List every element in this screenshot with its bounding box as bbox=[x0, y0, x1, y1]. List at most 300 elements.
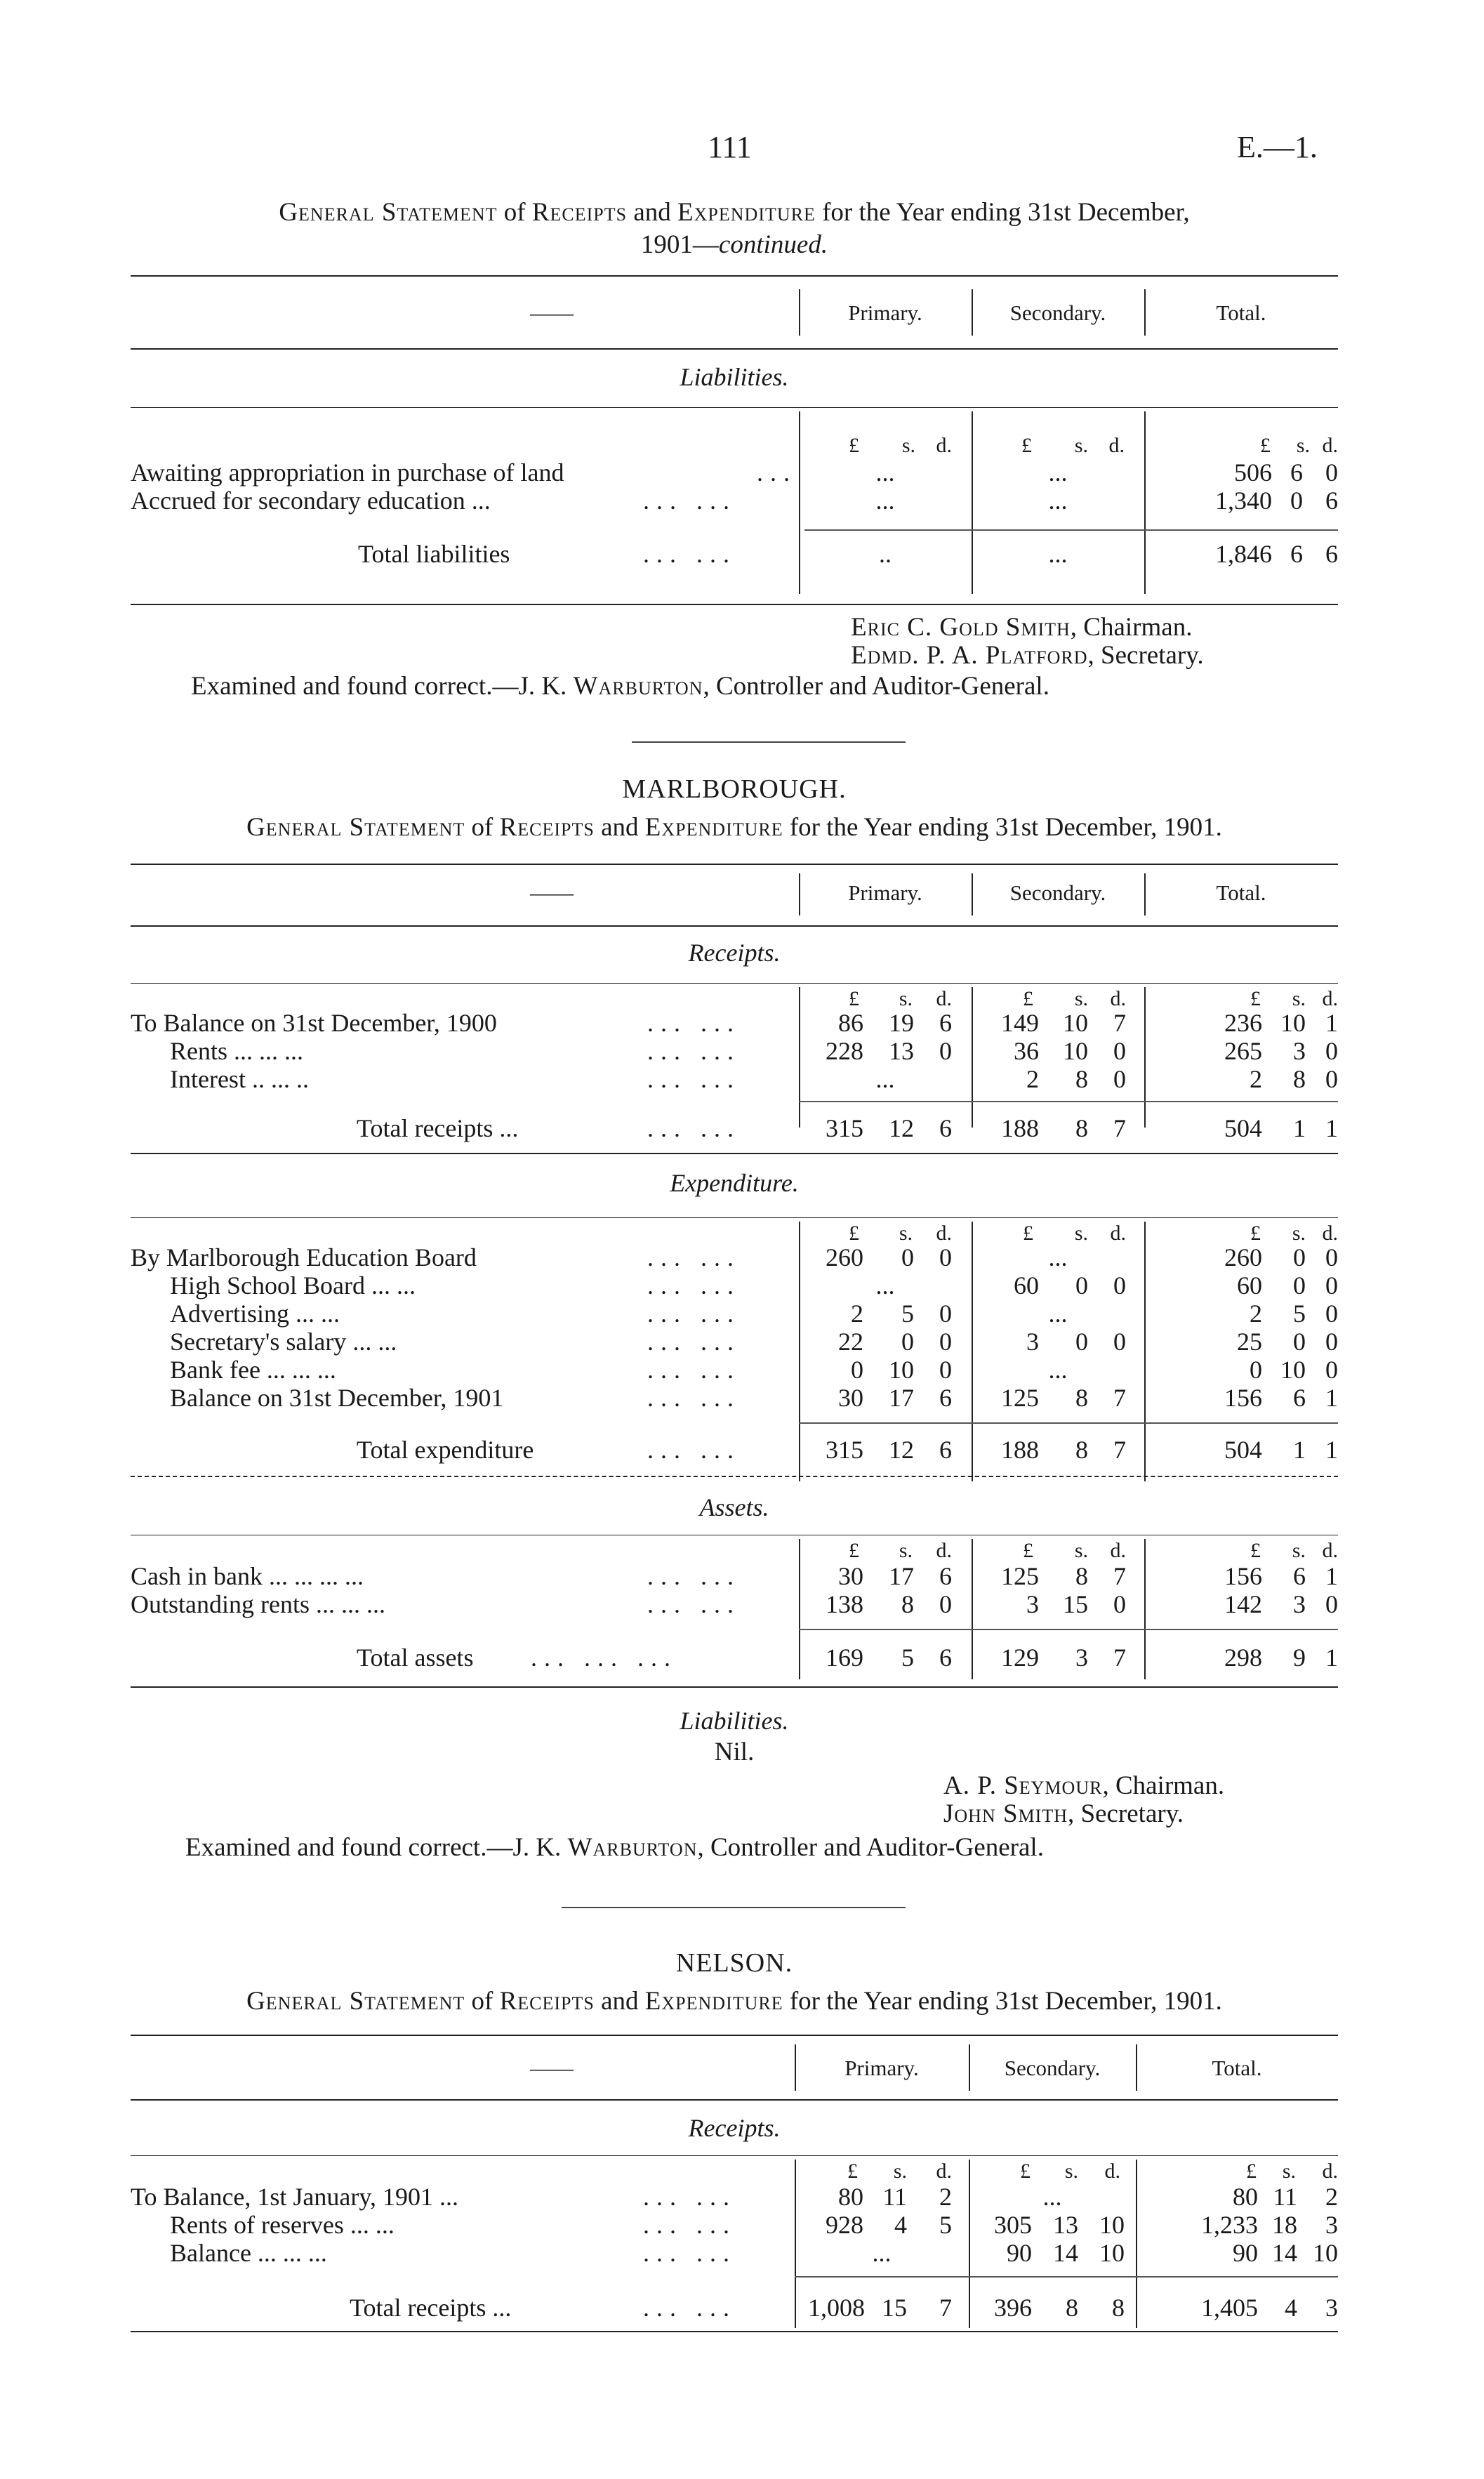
primary-shillings: 12 bbox=[889, 1436, 914, 1464]
secondary-pounds: 188 bbox=[1001, 1436, 1039, 1464]
table-row bbox=[131, 1355, 1338, 1383]
signatory-role: , Chairman. bbox=[1070, 613, 1193, 642]
total-pence: 0 bbox=[1325, 1271, 1338, 1300]
statement-text: and bbox=[594, 813, 645, 842]
leader-dots: ... ... bbox=[647, 1243, 741, 1271]
signatory-name: A. P. Seymour bbox=[943, 1771, 1103, 1800]
leader-dots: ... ... bbox=[643, 487, 736, 515]
unit-pence: d. bbox=[936, 434, 952, 457]
secondary-value: ... bbox=[1048, 487, 1068, 515]
nelson-heading: NELSON. bbox=[675, 1948, 793, 1978]
primary-pounds: 169 bbox=[826, 1644, 863, 1672]
primary-shillings: 17 bbox=[889, 1562, 914, 1590]
receipts-heading: Receipts. bbox=[688, 2114, 781, 2142]
total-shillings: 6 bbox=[1293, 1384, 1306, 1412]
statement-text: and bbox=[627, 198, 678, 227]
row-label: To Balance, 1st January, 1901 ... bbox=[131, 2183, 459, 2211]
secondary-shillings: 10 bbox=[1063, 1037, 1088, 1065]
leader-dots: ... ... bbox=[647, 1436, 741, 1464]
total-label: Total expenditure bbox=[357, 1436, 534, 1464]
secondary-pounds: 125 bbox=[1001, 1384, 1039, 1412]
examined-statement bbox=[191, 671, 1049, 701]
unit-pence: d. bbox=[1108, 434, 1125, 457]
primary-shillings: 15 bbox=[882, 2294, 907, 2322]
leader-dots: ... ... bbox=[643, 2183, 736, 2211]
primary-pence: 7 bbox=[939, 2294, 952, 2322]
total-pounds: 260 bbox=[1224, 1243, 1262, 1271]
secondary-shillings: 0 bbox=[1075, 1328, 1088, 1356]
unit-shillings: s. bbox=[1074, 1539, 1088, 1562]
leader-dots: ... ... bbox=[647, 1562, 741, 1590]
liabilities-heading: Liabilities. bbox=[680, 363, 789, 391]
marlborough-table bbox=[131, 864, 1338, 1699]
total-pence: 6 bbox=[1325, 540, 1338, 568]
unit-shillings: s. bbox=[1292, 1539, 1306, 1562]
secondary-pounds: 129 bbox=[1001, 1644, 1039, 1672]
unit-shillings: s. bbox=[1292, 987, 1306, 1010]
primary-shillings: 12 bbox=[889, 1114, 914, 1142]
total-pounds: 298 bbox=[1224, 1644, 1262, 1672]
unit-shillings: s. bbox=[901, 434, 915, 457]
nelson-table bbox=[131, 2035, 1338, 2344]
leader-dots: ... ... bbox=[647, 1114, 741, 1142]
statement-text: for the Year ending 31st December, 1901. bbox=[783, 813, 1222, 842]
secondary-pence: 8 bbox=[1112, 2294, 1125, 2322]
primary-pence: 6 bbox=[939, 1562, 952, 1590]
leader-dots: ... ... bbox=[643, 2294, 736, 2322]
primary-shillings: 13 bbox=[889, 1037, 914, 1065]
total-pounds: 156 bbox=[1224, 1562, 1262, 1590]
statement-expenditure: Expenditure bbox=[644, 813, 783, 842]
table-row bbox=[131, 486, 1338, 514]
secondary-shillings: 0 bbox=[1075, 1271, 1088, 1300]
total-shillings: 3 bbox=[1293, 1037, 1306, 1065]
primary-pounds: 228 bbox=[826, 1037, 863, 1065]
primary-pounds: 86 bbox=[838, 1009, 863, 1037]
signatory-secretary bbox=[851, 642, 1204, 670]
total-shillings: 0 bbox=[1293, 1328, 1306, 1356]
total-pounds: 506 bbox=[1234, 458, 1272, 487]
total-pounds: 90 bbox=[1233, 2239, 1258, 2267]
secondary-shillings: 15 bbox=[1063, 1590, 1088, 1618]
table-row bbox=[131, 1561, 1338, 1589]
total-pence: 0 bbox=[1325, 1590, 1338, 1618]
statement-receipts: Receipts bbox=[499, 813, 595, 842]
primary-shillings: 11 bbox=[882, 2183, 907, 2211]
table-row bbox=[131, 1036, 1338, 1064]
table-row bbox=[131, 458, 1338, 486]
total-pence: 1 bbox=[1325, 1384, 1338, 1412]
primary-pence: 0 bbox=[939, 1300, 952, 1328]
total-pence: 2 bbox=[1325, 2183, 1338, 2211]
total-pounds: 236 bbox=[1224, 1009, 1262, 1037]
primary-pounds: 0 bbox=[851, 1356, 863, 1384]
secondary-pounds: 3 bbox=[1026, 1590, 1039, 1618]
primary-pence: 5 bbox=[939, 2211, 952, 2239]
total-shillings: 10 bbox=[1280, 1356, 1306, 1384]
unit-pence: d. bbox=[1322, 2160, 1338, 2183]
statement-text: for the Year ending 31st December, bbox=[815, 198, 1190, 227]
marlborough-liabilities-value: Nil. bbox=[714, 1738, 755, 1766]
total-row bbox=[131, 2293, 1338, 2321]
table-row bbox=[131, 1008, 1338, 1036]
secondary-pence: 0 bbox=[1113, 1037, 1126, 1065]
total-label: Total liabilities bbox=[358, 540, 510, 568]
column-primary: Primary. bbox=[848, 880, 922, 905]
total-pounds: 25 bbox=[1237, 1328, 1262, 1356]
total-pounds: 2 bbox=[1250, 1300, 1262, 1328]
examined-suffix: , Controller and Auditor-General. bbox=[697, 1833, 1044, 1862]
primary-shillings: 19 bbox=[889, 1009, 914, 1037]
primary-value: ... bbox=[875, 1271, 895, 1300]
total-pounds: 265 bbox=[1224, 1037, 1262, 1065]
primary-pounds: 928 bbox=[826, 2211, 863, 2239]
unit-pounds: £ bbox=[1020, 2160, 1031, 2183]
total-pounds: 80 bbox=[1233, 2183, 1258, 2211]
primary-pence: 6 bbox=[939, 1114, 952, 1142]
signatory-secretary bbox=[943, 1800, 1184, 1828]
secondary-value: ... bbox=[1048, 1356, 1068, 1384]
unit-pounds: £ bbox=[1250, 987, 1261, 1010]
signatory-name: Eric C. Gold Smith bbox=[851, 613, 1071, 642]
unit-pounds: £ bbox=[847, 2160, 858, 2183]
page-number: 111 bbox=[708, 130, 752, 164]
primary-pounds: 80 bbox=[838, 2183, 863, 2211]
unit-pence: d. bbox=[1110, 987, 1126, 1010]
primary-pence: 2 bbox=[939, 2183, 952, 2211]
unit-pounds: £ bbox=[1021, 434, 1032, 457]
section-divider bbox=[562, 1907, 906, 1908]
unit-pounds: £ bbox=[1023, 987, 1033, 1010]
leader-dots: ... ... bbox=[647, 1300, 741, 1328]
column-secondary: Secondary. bbox=[1009, 300, 1106, 325]
signatory-role: , Secretary. bbox=[1087, 641, 1204, 670]
total-shillings: 9 bbox=[1293, 1644, 1306, 1672]
total-shillings: 1 bbox=[1293, 1114, 1306, 1142]
section-divider bbox=[632, 741, 906, 743]
unit-pence: d. bbox=[1104, 2160, 1120, 2183]
row-label: Bank fee ... ... ... bbox=[170, 1356, 336, 1384]
total-shillings: 0 bbox=[1293, 1271, 1306, 1300]
statement-expenditure: Expenditure bbox=[677, 198, 816, 227]
primary-pence: 6 bbox=[939, 1436, 952, 1464]
statement-text: and bbox=[594, 1987, 645, 2016]
primary-shillings: 0 bbox=[901, 1243, 914, 1271]
unit-pounds: £ bbox=[849, 987, 859, 1010]
unit-pence: d. bbox=[936, 1539, 952, 1562]
secondary-pence: 0 bbox=[1113, 1590, 1126, 1618]
marlborough-heading: MARLBOROUGH. bbox=[622, 774, 847, 804]
statement-expenditure: Expenditure bbox=[644, 1987, 783, 2016]
row-label: Secretary's salary ... ... bbox=[170, 1328, 397, 1356]
row-label: Accrued for secondary education ... bbox=[131, 487, 491, 515]
primary-pence: 6 bbox=[939, 1644, 952, 1672]
total-pounds: 2 bbox=[1250, 1065, 1262, 1093]
primary-pounds: 315 bbox=[826, 1114, 863, 1142]
leader-dots: ... ... bbox=[647, 1590, 741, 1618]
total-pence: 0 bbox=[1325, 1300, 1338, 1328]
secondary-pence: 7 bbox=[1113, 1436, 1126, 1464]
leader-dots: ... ... bbox=[647, 1356, 741, 1384]
row-label: Balance on 31st December, 1901 bbox=[170, 1384, 504, 1412]
secondary-shillings: 8 bbox=[1066, 2294, 1078, 2322]
secondary-pence: 7 bbox=[1113, 1009, 1126, 1037]
total-pence: 10 bbox=[1313, 2239, 1338, 2267]
unit-shillings: s. bbox=[899, 1539, 913, 1562]
unit-pounds: £ bbox=[849, 1222, 859, 1245]
column-dash: —— bbox=[530, 300, 574, 325]
total-pounds: 142 bbox=[1224, 1590, 1262, 1618]
table-row bbox=[131, 1299, 1338, 1327]
canterbury-liabilities-table bbox=[131, 275, 1338, 605]
unit-pounds: £ bbox=[849, 434, 859, 457]
total-pence: 0 bbox=[1325, 1328, 1338, 1356]
signatory-role: , Secretary. bbox=[1068, 1799, 1184, 1828]
unit-shillings: s. bbox=[899, 987, 913, 1010]
secondary-shillings: 8 bbox=[1075, 1562, 1088, 1590]
table-row bbox=[131, 1243, 1338, 1271]
primary-shillings: 5 bbox=[901, 1300, 914, 1328]
auditor-name: Warburton bbox=[567, 1833, 698, 1862]
secondary-value: ... bbox=[1048, 540, 1068, 568]
primary-shillings: 0 bbox=[901, 1328, 914, 1356]
receipts-heading: Receipts. bbox=[688, 939, 781, 967]
unit-pounds: £ bbox=[1023, 1222, 1033, 1245]
column-primary: Primary. bbox=[848, 300, 922, 325]
total-label: Total receipts ... bbox=[350, 2294, 512, 2322]
primary-pence: 0 bbox=[939, 1590, 952, 1618]
secondary-pence: 7 bbox=[1113, 1114, 1126, 1142]
primary-value: ... bbox=[875, 458, 895, 487]
primary-shillings: 8 bbox=[901, 1590, 914, 1618]
total-pence: 3 bbox=[1325, 2211, 1338, 2239]
unit-pounds: £ bbox=[1246, 2160, 1257, 2183]
unit-pence: d. bbox=[1322, 987, 1338, 1010]
secondary-pounds: 305 bbox=[994, 2211, 1032, 2239]
unit-shillings: s. bbox=[1296, 434, 1310, 457]
unit-pounds: £ bbox=[1023, 1539, 1033, 1562]
unit-pence: d. bbox=[1322, 1539, 1338, 1562]
unit-shillings: s. bbox=[1292, 1222, 1306, 1245]
total-pence: 3 bbox=[1325, 2294, 1338, 2322]
leader-dots: ... ... bbox=[647, 1009, 741, 1037]
secondary-pence: 7 bbox=[1113, 1644, 1126, 1672]
unit-shillings: s. bbox=[1064, 2160, 1078, 2183]
unit-shillings: s. bbox=[893, 2160, 907, 2183]
nelson-statement-title bbox=[131, 1985, 1338, 2018]
column-secondary: Secondary. bbox=[1009, 880, 1106, 905]
secondary-pence: 10 bbox=[1099, 2239, 1125, 2267]
primary-pence: 0 bbox=[939, 1037, 952, 1065]
examined-suffix: , Controller and Auditor-General. bbox=[703, 672, 1049, 701]
table-row bbox=[131, 1327, 1338, 1355]
secondary-shillings: 8 bbox=[1075, 1114, 1088, 1142]
table-row bbox=[131, 1271, 1338, 1299]
total-shillings: 5 bbox=[1293, 1300, 1306, 1328]
primary-pence: 6 bbox=[939, 1009, 952, 1037]
unit-shillings: s. bbox=[1074, 1222, 1088, 1245]
statement-continued: continued. bbox=[718, 230, 828, 259]
total-shillings: 18 bbox=[1272, 2211, 1297, 2239]
total-label: Total receipts ... bbox=[357, 1114, 519, 1142]
statement-text: of bbox=[465, 813, 500, 842]
secondary-value: ... bbox=[1048, 1243, 1068, 1271]
unit-pounds: £ bbox=[849, 1539, 859, 1562]
unit-shillings: s. bbox=[899, 1222, 913, 1245]
unit-pence: d. bbox=[1110, 1539, 1126, 1562]
secondary-shillings: 8 bbox=[1075, 1384, 1088, 1412]
primary-pounds: 1,008 bbox=[808, 2294, 865, 2322]
statement-receipts: Receipts bbox=[531, 198, 628, 227]
total-pounds: 1,846 bbox=[1215, 540, 1272, 568]
primary-shillings: 4 bbox=[894, 2211, 907, 2239]
row-label: Outstanding rents ... ... ... bbox=[131, 1590, 385, 1618]
primary-value: .. bbox=[879, 540, 892, 568]
row-label: High School Board ... ... bbox=[170, 1271, 416, 1300]
total-pounds: 60 bbox=[1237, 1271, 1262, 1300]
secondary-pence: 0 bbox=[1113, 1271, 1126, 1300]
statement-text: of bbox=[497, 198, 532, 227]
unit-pounds: £ bbox=[1260, 434, 1271, 457]
secondary-pounds: 60 bbox=[1014, 1271, 1039, 1300]
unit-pence: d. bbox=[936, 1222, 952, 1245]
signatory-role: , Chairman. bbox=[1102, 1771, 1225, 1800]
leader-dots: ... ... bbox=[647, 1065, 741, 1093]
leader-dots: ... ... bbox=[647, 1328, 741, 1356]
total-pence: 1 bbox=[1325, 1009, 1338, 1037]
leader-dots: ... ... bbox=[643, 2239, 736, 2267]
total-pence: 1 bbox=[1325, 1644, 1338, 1672]
secondary-pence: 7 bbox=[1113, 1562, 1126, 1590]
leader-dots: ... bbox=[757, 458, 797, 487]
secondary-pounds: 149 bbox=[1001, 1009, 1039, 1037]
total-label: Total assets bbox=[357, 1644, 474, 1672]
total-shillings: 4 bbox=[1285, 2294, 1297, 2322]
statement-prefix: General Statement bbox=[279, 198, 498, 227]
leader-dots: ... ... bbox=[647, 1384, 741, 1412]
total-pence: 6 bbox=[1325, 487, 1338, 515]
signatory-name: John Smith bbox=[943, 1799, 1068, 1828]
table-row bbox=[131, 1064, 1338, 1092]
unit-pence: d. bbox=[936, 2160, 952, 2183]
secondary-shillings: 8 bbox=[1075, 1436, 1088, 1464]
total-pounds: 1,233 bbox=[1201, 2211, 1258, 2239]
total-row bbox=[131, 1435, 1338, 1463]
primary-pounds: 138 bbox=[826, 1590, 863, 1618]
row-label: Rents of reserves ... ... bbox=[170, 2211, 395, 2239]
column-total: Total. bbox=[1212, 2056, 1262, 2080]
secondary-pounds: 2 bbox=[1026, 1065, 1039, 1093]
total-pence: 1 bbox=[1325, 1436, 1338, 1464]
primary-pence: 6 bbox=[939, 1384, 952, 1412]
statement-text: of bbox=[465, 1987, 500, 2016]
unit-pence: d. bbox=[1322, 434, 1338, 457]
table-row bbox=[131, 2182, 1338, 2210]
primary-shillings: 5 bbox=[901, 1644, 914, 1672]
total-pounds: 1,405 bbox=[1201, 2294, 1258, 2322]
secondary-pence: 0 bbox=[1113, 1328, 1126, 1356]
examined-prefix: Examined and found correct.—J. K. bbox=[191, 672, 574, 701]
leader-dots: ... ... bbox=[643, 540, 736, 568]
secondary-shillings: 10 bbox=[1063, 1009, 1088, 1037]
total-pence: 1 bbox=[1325, 1562, 1338, 1590]
secondary-value: ... bbox=[1042, 2183, 1062, 2211]
expenditure-heading: Expenditure. bbox=[670, 1169, 799, 1197]
assets-heading: Assets. bbox=[699, 1493, 769, 1521]
secondary-shillings: 3 bbox=[1075, 1644, 1088, 1672]
total-shillings: 10 bbox=[1280, 1009, 1306, 1037]
column-secondary: Secondary. bbox=[1004, 2056, 1101, 2080]
statement-prefix: General Statement bbox=[246, 1987, 465, 2016]
primary-pence: 0 bbox=[939, 1243, 952, 1271]
auditor-name: Warburton bbox=[573, 672, 703, 701]
table-row bbox=[131, 2238, 1338, 2266]
unit-shillings: s. bbox=[1074, 987, 1088, 1010]
leader-dots: ... ... bbox=[643, 2211, 736, 2239]
total-pounds: 1,340 bbox=[1215, 487, 1272, 515]
row-label: Interest .. ... .. bbox=[170, 1065, 309, 1093]
total-pence: 0 bbox=[1325, 1356, 1338, 1384]
primary-pence: 0 bbox=[939, 1328, 952, 1356]
secondary-pounds: 188 bbox=[1001, 1114, 1039, 1142]
statement-text: for the Year ending 31st December, 1901. bbox=[783, 1987, 1222, 2016]
total-pence: 0 bbox=[1325, 1243, 1338, 1271]
secondary-pence: 10 bbox=[1099, 2211, 1125, 2239]
unit-shillings: s. bbox=[1074, 434, 1088, 457]
secondary-pounds: 3 bbox=[1026, 1328, 1039, 1356]
total-shillings: 6 bbox=[1290, 458, 1303, 487]
column-dash: —— bbox=[530, 2056, 574, 2080]
signatory-chairman bbox=[943, 1772, 1224, 1800]
row-label: To Balance on 31st December, 1900 bbox=[131, 1009, 497, 1037]
total-row bbox=[131, 1113, 1338, 1142]
secondary-pounds: 396 bbox=[994, 2294, 1032, 2322]
secondary-pounds: 90 bbox=[1007, 2239, 1032, 2267]
total-shillings: 14 bbox=[1272, 2239, 1297, 2267]
row-label: By Marlborough Education Board bbox=[131, 1243, 477, 1271]
unit-pounds: £ bbox=[1250, 1539, 1261, 1562]
statement-receipts: Receipts bbox=[499, 1987, 595, 2016]
total-pence: 0 bbox=[1325, 1037, 1338, 1065]
unit-pence: d. bbox=[1110, 1222, 1126, 1245]
total-shillings: 3 bbox=[1293, 1590, 1306, 1618]
secondary-value: ... bbox=[1048, 458, 1068, 487]
leader-dots: ... ... bbox=[647, 1037, 741, 1065]
row-label: Balance ... ... ... bbox=[170, 2239, 327, 2267]
secondary-pence: 7 bbox=[1113, 1384, 1126, 1412]
total-row bbox=[131, 539, 1338, 567]
total-pounds: 156 bbox=[1224, 1384, 1262, 1412]
total-row bbox=[131, 1643, 1338, 1671]
total-shillings: 6 bbox=[1290, 540, 1303, 568]
row-label: Cash in bank ... ... ... ... bbox=[131, 1562, 364, 1590]
total-shillings: 11 bbox=[1273, 2183, 1297, 2211]
primary-shillings: 17 bbox=[889, 1384, 914, 1412]
primary-pounds: 30 bbox=[838, 1562, 863, 1590]
signatory-chairman bbox=[851, 614, 1192, 642]
row-label: Awaiting appropriation in purchase of land bbox=[131, 458, 564, 487]
total-pence: 1 bbox=[1325, 1114, 1338, 1142]
total-shillings: 6 bbox=[1293, 1562, 1306, 1590]
signatory-name: Edmd. P. A. Platford bbox=[851, 641, 1088, 670]
total-shillings: 1 bbox=[1293, 1436, 1306, 1464]
table-row bbox=[131, 2210, 1338, 2238]
primary-pence: 0 bbox=[939, 1356, 952, 1384]
table-row bbox=[131, 1383, 1338, 1411]
primary-pounds: 260 bbox=[826, 1243, 863, 1271]
leader-dots: ... ... bbox=[647, 1271, 741, 1300]
examined-statement bbox=[185, 1832, 1044, 1863]
